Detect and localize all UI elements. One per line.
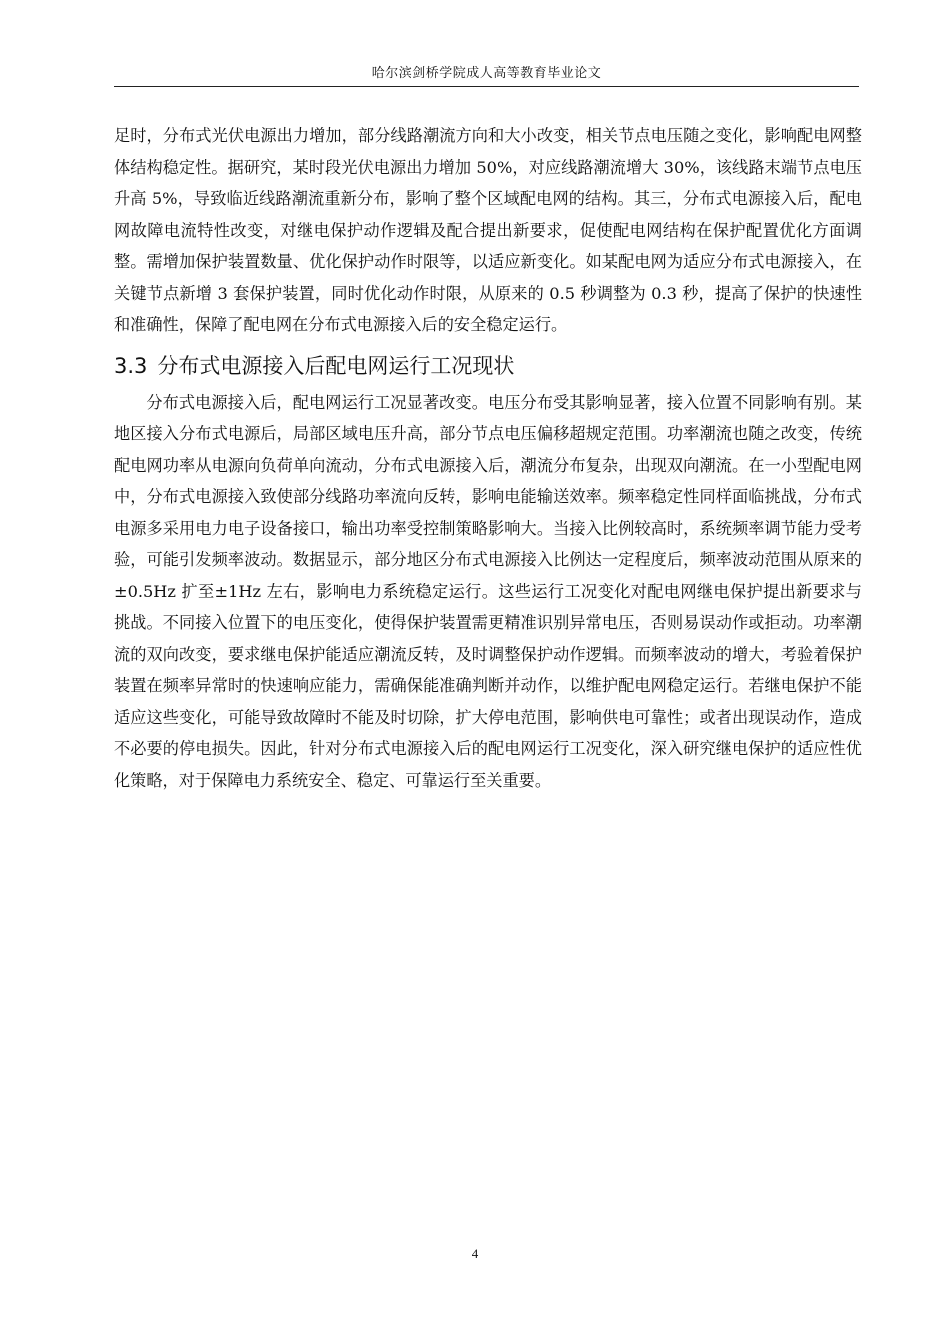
document-body [114,120,862,796]
section-number: 3.3 [114,353,148,378]
section-heading [114,349,862,383]
paragraph-section-body: 分布式电源接入后，配电网运行工况显著改变。电压分布受其影响显著，接入位置不同影响有别。某地区接入分布式电源后，局部区域电压升高，部分节点电压偏移超规定范围。功率潮流也随之改变，传统配电网功率从电源向负荷单向流动，分布式电源接入后，潮流分布复杂，出现双向潮流。在一小型配电网中，分布式电源接入致使部分线路功率流向反转，影响电能输送效率。频率稳定性同样面临挑战，分布式电源多采用电力电子设备接口，输出功率受控制策略影响大。当接入比例较高时，系统频率调节能力受考验，可能引发频率波动。数据显示，部分地区分布式电源接入比例达一定程度后，频率波动范围从原来的±0.5Hz 扩至±1Hz 左右，影响电力系统稳定运行。这些运行工况变化对配电网继电保护提出新要求与挑战。不同接入位置下的电压变化，使得保护装置需更精准识别异常电压，否则易误动作或拒动。功率潮流的双向改变，要求继电保护能适应潮流反转，及时调整保护动作逻辑。而频率波动的增大，考验着保护装置在频率异常时的快速响应能力，需确保能准确判断并动作，以维护配电网稳定运行。若继电保护不能适应这些变化，可能导致故障时不能及时切除，扩大停电范围，影响供电可靠性；或者出现误动作，造成不必要的停电损失。因此，针对分布式电源接入后的配电网运行工况变化，深入研究继电保护的适应性优化策略，对于保障电力系统安全、稳定、可靠运行至关重要。 [114,392,862,790]
header-title: 哈尔滨剑桥学院成人高等教育毕业论文 [371,66,602,81]
section-title: 分布式电源接入后配电网运行工况现状 [157,353,515,378]
paragraph-continuation: 足时，分布式光伏电源出力增加，部分线路潮流方向和大小改变，相关节点电压随之变化，影响配电网整体结构稳定性。据研究，某时段光伏电源出力增加 50%，对应线路潮流增大 30%，该线路末端节点电压升高 5%，导致临近线路潮流重新分布，影响了整个区域配电网的结构。其三，分布式电源接入后，配电网故障电流特性改变，对继电保护动作逻辑及配合提出新要求，促使配电网结构在保护配置优化方面调整。需增加保护装置数量、优化保护动作时限等，以适应新变化。如某配电网为适应分布式电源接入，在关键节点新增 3 套保护装置，同时优化动作时限，从原来的 0.5 秒调整为 0.3 秒，提高了保护的快速性和准确性，保障了配电网在分布式电源接入后的安全稳定运行。 [114,126,862,334]
page-number: 4 [471,1246,479,1261]
page-header [114,62,859,87]
